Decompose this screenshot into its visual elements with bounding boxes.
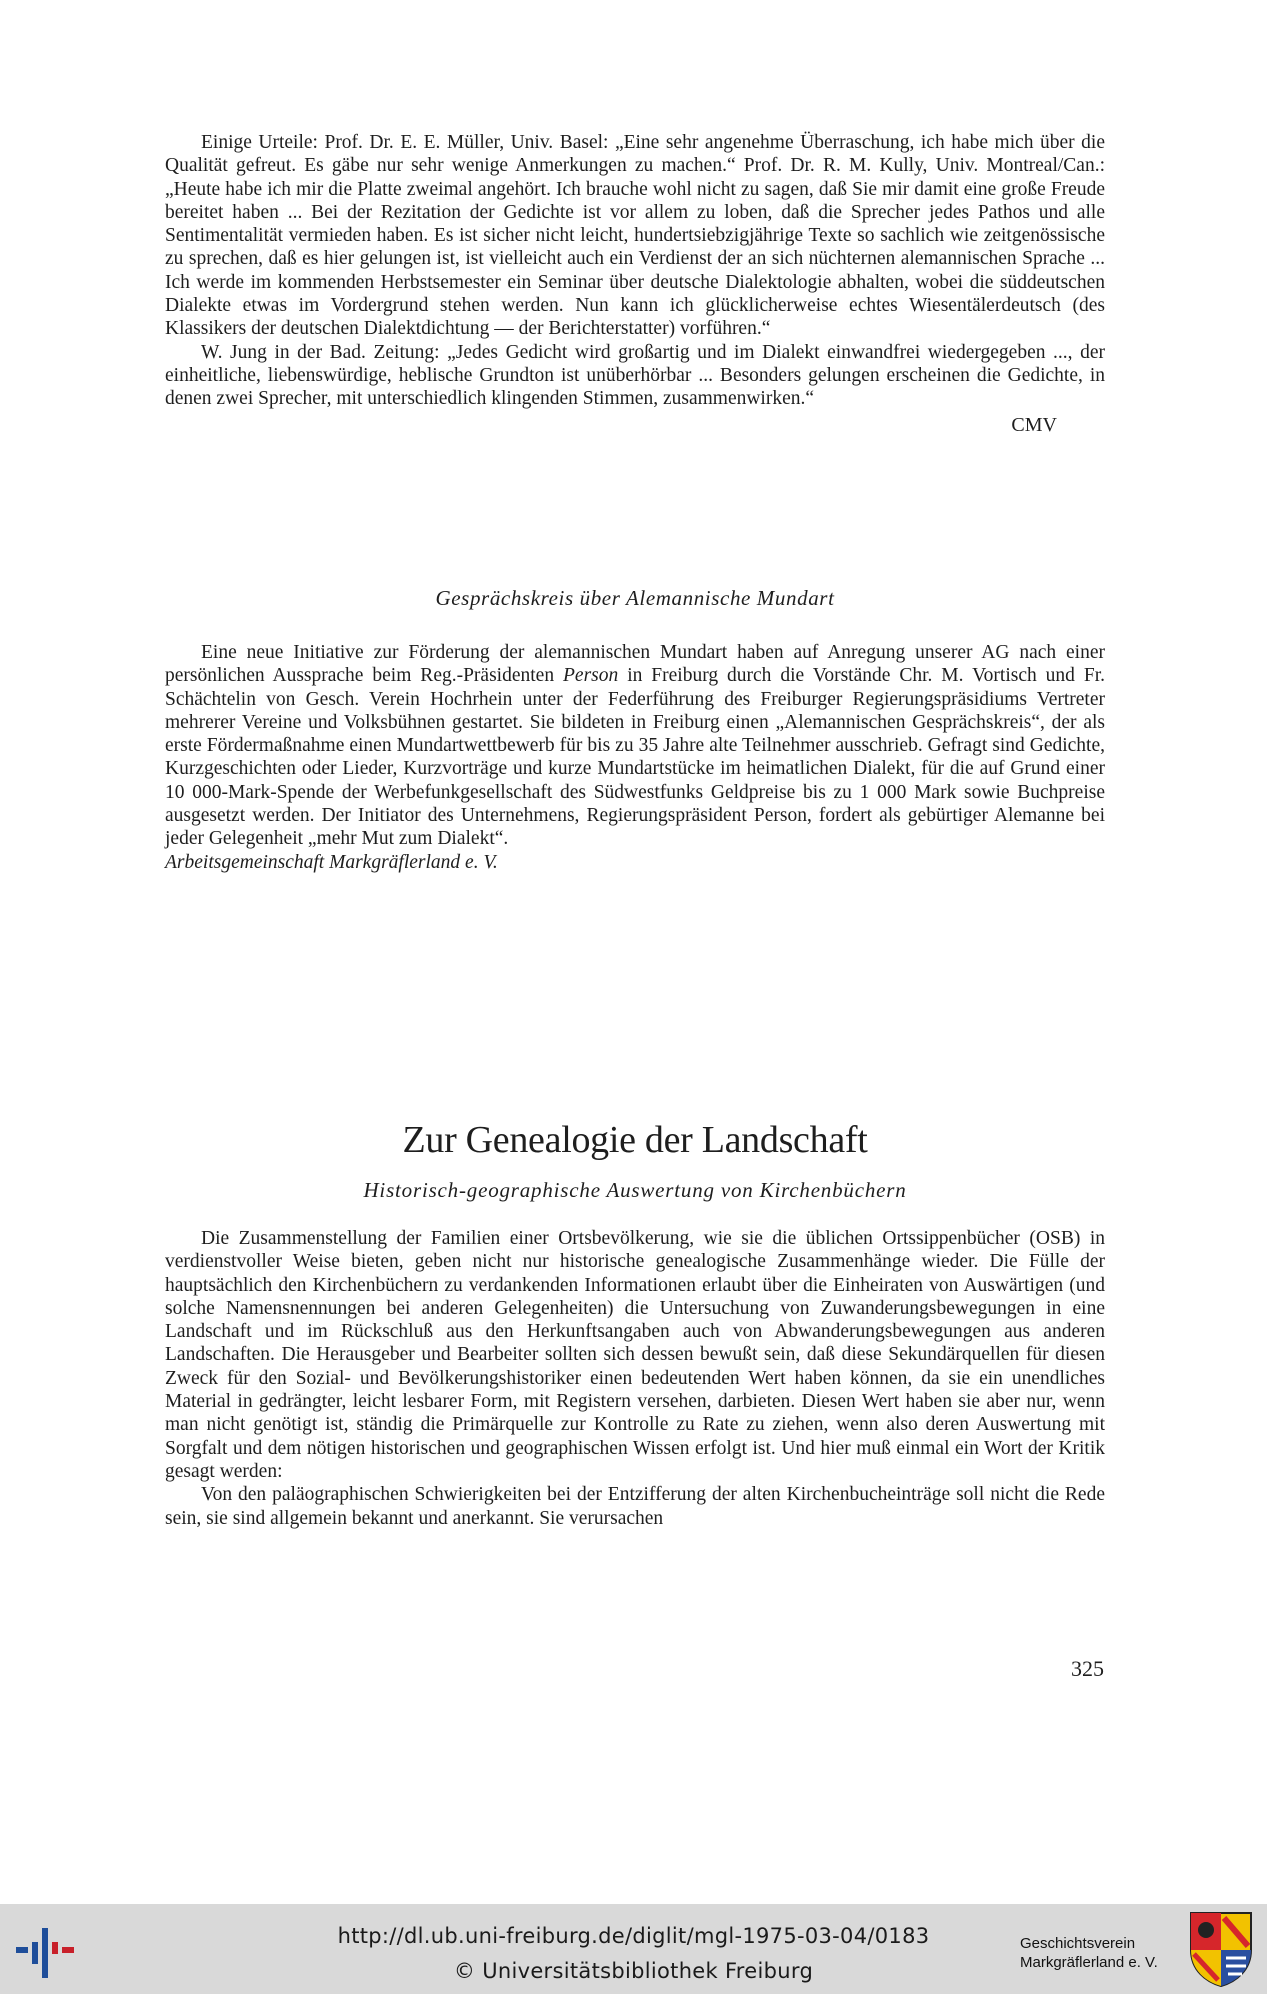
review-section: [165, 131, 1105, 437]
gespraechskreis-section: [165, 586, 1105, 874]
paragraph-text-start: Eine neue Initiative zur Förderung der alemannischen Mundart haben auf Anregung unserer AG nach einer persönlichen Aussprache beim Reg.-Präsidenten: [165, 642, 1105, 687]
paragraph-text-end: in Freiburg durch die Vorstände Chr. M. Vortisch und Fr. Schächtelin von Gesch. Verein Hochrhein unter der Federführung des Freiburger Regierungspräsidiums Vertreter mehrerer Vereine und Volksbühnen gestartet. Sie bildeten in Freiburg einen „Alemannischen Gesprächskreis“, der als erste Fördermaßnahme einen Mundartwettbewerb für bis zu 35 Jahre alte Teilnehmer ausschrieb. Gefragt sind Gedichte, Kurzgeschichten oder Lieder, Kurzvorträge und kurze Mundartstücke im heimatlichen Dialekt, für die auf Grund einer 10 000-Mark-Spende der Werbefunkgesellschaft des Südwestfunks Geldpreise bis zu 1 000 Mark sowie Buchpreise ausgesetzt werden. Der Initiator des Unternehmens, Regierungspräsident Person, fordert als gebürtiger Alemanne bei jeder Gelegenheit „mehr Mut zum Dialekt“.: [165, 665, 1105, 850]
review-paragraph-2: W. Jung in der Bad. Zeitung: „Jedes Gedicht wird großartig und im Dialekt einwandfrei wiedergegeben ..., der einheitliche, liebenswürdige, heblische Grundton ist unüberhörbar ... Besonders gelungen erscheinen die Gedichte, in denen zwei Sprecher, mit unterschiedlich klingenden Stimmen, zusammenwirken.“: [165, 341, 1105, 410]
article-subtitle: Historisch-geographische Auswertung von Kirchenbüchern: [363, 1178, 907, 1202]
footer-bar: [0, 1904, 1267, 1994]
genealogie-section: [165, 1118, 1105, 1530]
person-name: Person: [563, 665, 619, 687]
organization-name: [1020, 1934, 1180, 1972]
copyright-text: © Universitätsbibliothek Freiburg: [453, 1959, 814, 1983]
article-title: Zur Genealogie der Landschaft: [402, 1119, 868, 1161]
section-signature: Arbeitsgemeinschaft Markgräflerland e. V.: [165, 851, 498, 873]
coat-of-arms-icon: [1188, 1910, 1254, 1988]
section-heading: Gesprächskreis über Alemannische Mundart: [435, 586, 835, 610]
article-paragraph-2: Von den paläographischen Schwierigkeiten bei der Entzifferung der alten Kirchenbucheinträge soll nicht die Rede sein, sie sind allgemein bekannt und anerkannt. Sie verursachen: [165, 1484, 1105, 1529]
organization-name-line-2: Markgräflerland e. V.: [1020, 1954, 1158, 1971]
review-paragraph-1: Einige Urteile: Prof. Dr. E. E. Müller, Univ. Basel: „Eine sehr angenehme Überraschung, ich habe mich über die Qualität gefreut. Es gäbe nur sehr wenige Anmerkungen zu machen.“ Prof. Dr. R. M. Kully, Univ. Montreal/Can.: „Heute habe ich mir die Platte zweimal angehört. Ich brauche wohl nicht zu sagen, daß Sie mir damit eine große Freude bereitet haben ... Bei der Rezitation der Gedichte ist vor allem zu loben, daß die Sprecher jedes Pathos und alle Sentimentalität vermieden haben. Es ist sicher nicht leicht, hundertsiebzigjährige Texte so sachlich wie zeitgenössische zu sprechen, daß es hier gelungen ist, ist vielleicht auch ein Verdienst der an sich nüchternen alemannischen Sprache ... Ich werde im kommenden Herbstsemester ein Seminar über deutsche Dialektologie abhalten, wobei die süddeutschen Dialekte etwas im Vordergrund stehen werden. Nun kann ich glücklicherweise echtes Wiesentälerdeutsch (des Klassikers der deutschen Dialektdichtung — der Berichterstatter) vorführen.“: [165, 132, 1105, 340]
page-number: 325: [1071, 1656, 1104, 1681]
organization-name-line-1: Geschichtsverein: [1020, 1935, 1136, 1952]
source-url-link[interactable]: http://dl.ub.uni-freiburg.de/diglit/mgl-1975-03-04/0183: [337, 1924, 930, 1948]
review-signature: CMV: [1011, 413, 1057, 436]
article-paragraph-1: Die Zusammenstellung der Familien einer Ortsbevölkerung, wie sie die üblichen Ortssippenbücher (OSB) in verdienstvoller Weise bieten, geben nicht nur historische genealogische Zusammenhänge wieder. Die Fülle der hauptsächlich den Kirchenbüchern zu verdankenden Informationen erlaubt über die Einheiraten von Auswärtigen (und solche Namensnennungen bei anderen Gelegenheiten) die Untersuchung von Zuwanderungsbewegungen in eine Landschaft und im Rückschluß aus den Herkunftsangaben auch von Abwanderungsbewegungen aus anderen Landschaften. Die Herausgeber und Bearbeiter sollten sich dessen bewußt sein, daß diese Sekundärquellen für diesen Zweck für den Sozial- und Bevölkerungshistoriker einen bedeutenden Wert haben können, da sie ein unendliches Material in gedrängter, leicht lesbarer Form, mit Registern versehen, darbieten. Diesen Wert haben sie aber nur, wenn man nicht genötigt ist, ständig die Primärquelle zur Kontrolle zu Rate zu ziehen, wenn also deren Auswertung mit Sorgfalt und dem nötigen historischen und geographischen Wissen erfolgt ist. Und hier muß einmal ein Wort der Kritik gesagt werden:: [165, 1228, 1105, 1482]
gespraechskreis-paragraph: [165, 641, 1105, 851]
